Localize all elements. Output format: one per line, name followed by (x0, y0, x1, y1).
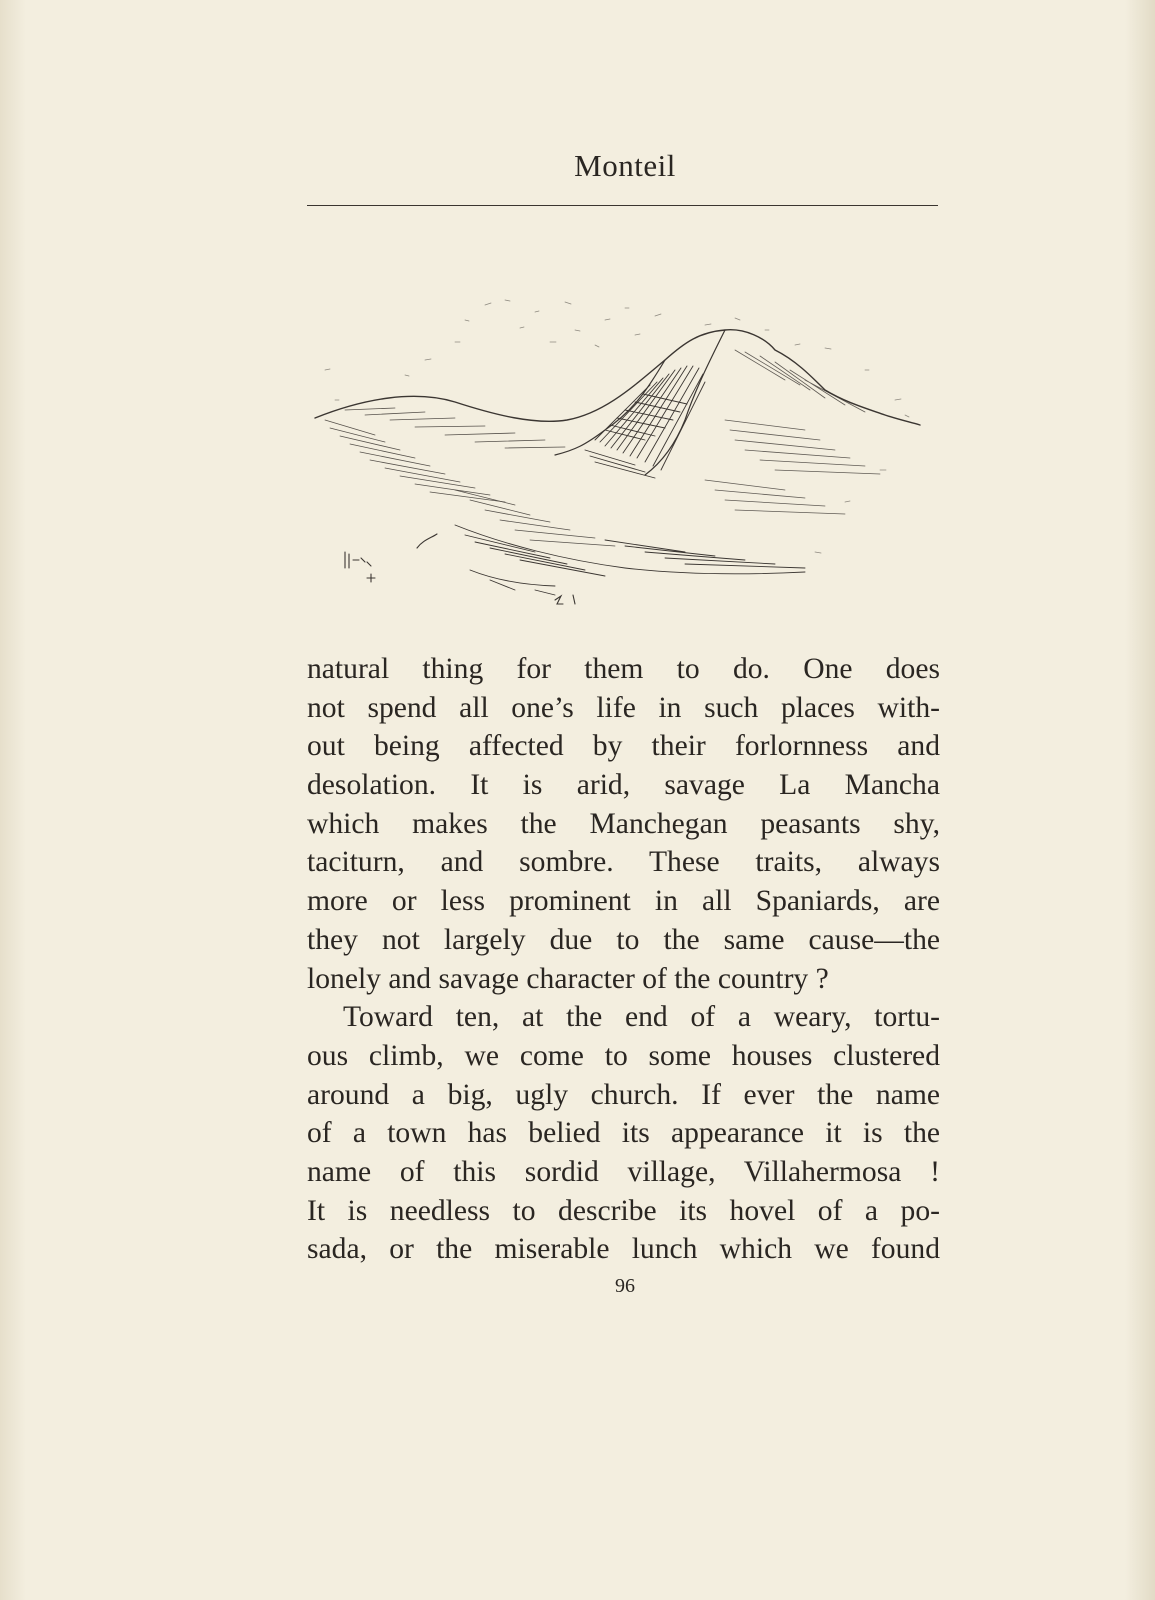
text-line-4: desolation. It is arid, savage La Mancha (307, 769, 940, 802)
text-line-16: sada, or the miserable lunch which we found (307, 1233, 940, 1266)
text-line-12: around a big, ugly church. If ever the name (307, 1078, 940, 1111)
text-line-7: more or less prominent in all Spaniards, are (307, 885, 940, 918)
running-head-title: Monteil (574, 148, 676, 183)
page-edge-shadow-left (0, 0, 26, 1600)
text-line-3: out being affected by their forlornness and (307, 730, 940, 763)
text-line-8: they not largely due to the same cause—the (307, 923, 940, 956)
text-line-14: name of this sordid village, Villahermosa ! (307, 1155, 940, 1188)
text-line-10: Toward ten, at the end of a weary, tortu- (343, 1001, 940, 1034)
text-line-1: natural thing for them to do. One does (307, 653, 940, 685)
text-line-9: lonely and savage character of the country ? (307, 962, 829, 995)
header-rule (307, 205, 938, 206)
text-line-5: which makes the Manchegan peasants shy, (307, 807, 940, 840)
text-line-15: It is needless to describe its hovel of a po- (307, 1194, 940, 1227)
mountain-landscape-illustration (305, 290, 935, 625)
page-edge-shadow-right (1125, 0, 1155, 1600)
page-number: 96 (615, 1275, 635, 1297)
text-line-13: of a town has belied its appearance it is the (307, 1117, 940, 1150)
text-line-2: not spend all one’s life in such places with- (307, 691, 940, 724)
text-line-11: ous climb, we come to some houses clustered (307, 1039, 940, 1072)
text-line-6: taciturn, and sombre. These traits, always (307, 846, 940, 879)
body-text (307, 650, 940, 1269)
